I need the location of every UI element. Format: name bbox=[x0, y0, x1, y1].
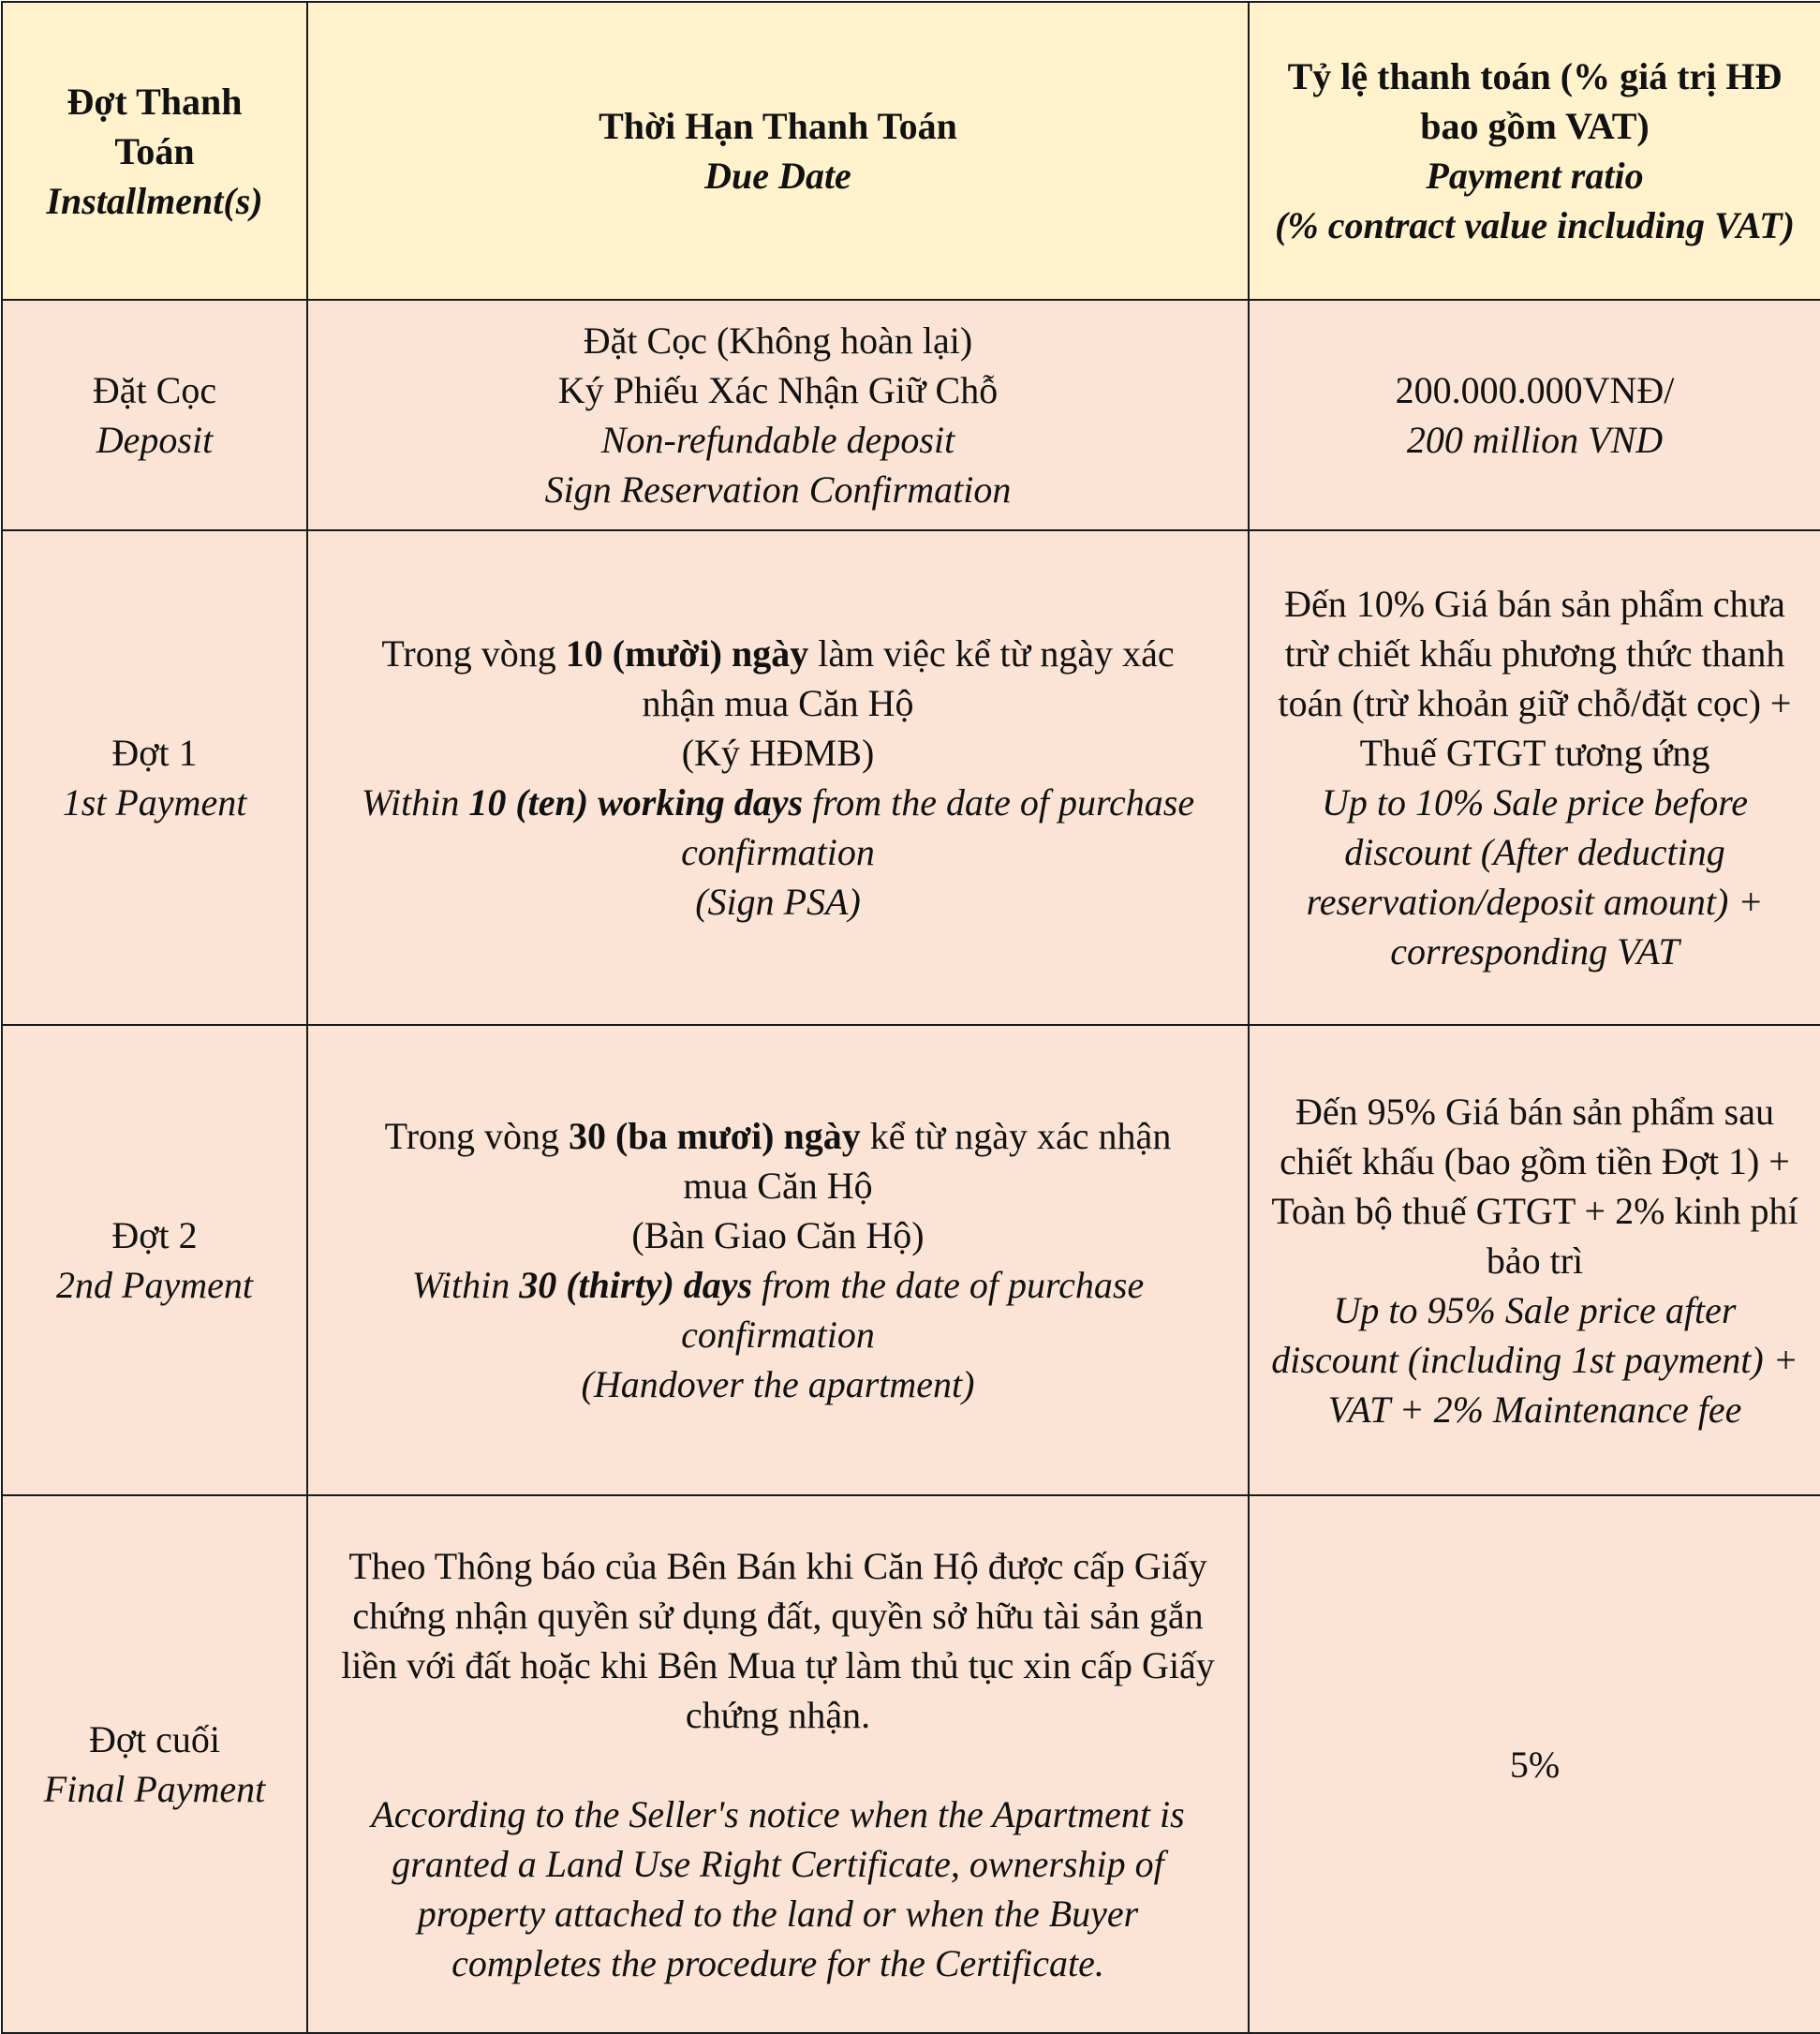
ratio-cell bbox=[1249, 1495, 1820, 2033]
ratio-en: 200 million VND bbox=[1406, 419, 1664, 461]
installment-en: 2nd Payment bbox=[56, 1264, 253, 1306]
header-ratio-cell bbox=[1249, 2, 1820, 300]
ratio-value: 5% bbox=[1509, 1743, 1561, 1786]
due-date-cell bbox=[307, 1025, 1249, 1495]
header-installment-en: Installment(s) bbox=[46, 179, 263, 222]
installment-vi: Đợt 2 bbox=[111, 1214, 198, 1256]
due-date-cell bbox=[307, 530, 1249, 1025]
paragraph-gap bbox=[340, 1740, 1216, 1789]
due-en-1: Within 30 (thirty) days from the date of purchase confirmation bbox=[411, 1264, 1145, 1356]
installment-en: 1st Payment bbox=[62, 781, 247, 824]
installment-cell bbox=[2, 300, 307, 530]
installment-cell bbox=[2, 1495, 307, 2033]
header-due-date-cell bbox=[307, 2, 1249, 300]
header-row bbox=[2, 2, 1820, 300]
installment-cell bbox=[2, 1025, 307, 1495]
due-date-cell bbox=[307, 300, 1249, 530]
installment-cell bbox=[2, 530, 307, 1025]
due-vi-2: (Bàn Giao Căn Hộ) bbox=[631, 1214, 925, 1256]
header-ratio-en-1: Payment ratio bbox=[1426, 155, 1644, 197]
header-ratio-vi: Tỷ lệ thanh toán (% giá trị HĐ bao gồm VAT) bbox=[1287, 55, 1783, 147]
header-due-date-en: Due Date bbox=[704, 155, 851, 197]
ratio-vi: Đến 95% Giá bán sản phẩm sau chiết khấu (bao gồm tiền Đợt 1) + Toàn bộ thuế GTGT + 2% kinh phí bảo trì bbox=[1271, 1090, 1798, 1282]
ratio-en: Up to 10% Sale price before discount (After deducting reservation/deposit amount) + corresponding VAT bbox=[1306, 781, 1764, 972]
due-vi: Theo Thông báo của Bên Bán khi Căn Hộ được cấp Giấy chứng nhận quyền sử dụng đất, quyền sở hữu tài sản gắn liền với đất hoặc khi Bên Mua tự làm thủ tục xin cấp Giấy chứng nhận. bbox=[341, 1544, 1215, 1736]
due-en-2: Sign Reservation Confirmation bbox=[544, 468, 1012, 511]
due-en-2: (Sign PSA) bbox=[695, 881, 861, 923]
table-row bbox=[2, 300, 1820, 530]
installment-vi: Đợt cuối bbox=[88, 1718, 221, 1760]
header-ratio-en-2: (% contract value including VAT) bbox=[1275, 204, 1795, 246]
installment-en: Deposit bbox=[96, 419, 214, 461]
due-en-emphasis: 30 (thirty) days bbox=[519, 1264, 753, 1306]
ratio-vi: 200.000.000VNĐ/ bbox=[1395, 369, 1675, 411]
header-due-date-vi: Thời Hạn Thanh Toán bbox=[599, 105, 957, 147]
header-installment-vi: Đợt Thanh Toán bbox=[67, 80, 243, 172]
due-vi-1: Trong vòng 30 (ba mươi) ngày kể từ ngày xác nhận mua Căn Hộ bbox=[384, 1115, 1172, 1207]
installment-vi: Đợt 1 bbox=[111, 732, 198, 774]
ratio-cell bbox=[1249, 1025, 1820, 1495]
due-date-cell bbox=[307, 1495, 1249, 2033]
due-vi-1: Đặt Cọc (Không hoàn lại) bbox=[583, 319, 973, 362]
table-row bbox=[2, 1025, 1820, 1495]
payment-schedule-table bbox=[1, 1, 1820, 2034]
table-row bbox=[2, 530, 1820, 1025]
installment-en: Final Payment bbox=[43, 1768, 266, 1810]
ratio-cell bbox=[1249, 300, 1820, 530]
ratio-vi: Đến 10% Giá bán sản phẩm chưa trừ chiết khấu phương thức thanh toán (trừ khoản giữ chỗ/đặt cọc) + Thuế GTGT tương ứng bbox=[1278, 583, 1792, 774]
due-en-1: Within 10 (ten) working days from the date of purchase confirmation bbox=[361, 781, 1195, 873]
due-en-emphasis: 10 (ten) working days bbox=[468, 781, 804, 824]
due-vi-emphasis: 30 (ba mươi) ngày bbox=[569, 1115, 861, 1157]
due-en-2: (Handover the apartment) bbox=[581, 1363, 975, 1405]
due-en-1: Non-refundable deposit bbox=[600, 419, 955, 461]
due-vi-1: Trong vòng 10 (mười) ngày làm việc kể từ ngày xác nhận mua Căn Hộ bbox=[381, 632, 1175, 724]
due-en: According to the Seller's notice when the Apartment is granted a Land Use Right Certificate, ownership of property attached to the land or when the Buyer completes the procedure for the Certificate. bbox=[371, 1792, 1185, 1984]
ratio-en: Up to 95% Sale price after discount (including 1st payment) + VAT + 2% Maintenance fee bbox=[1271, 1288, 1798, 1431]
installment-vi: Đặt Cọc bbox=[92, 369, 217, 411]
due-vi-emphasis: 10 (mười) ngày bbox=[565, 632, 809, 675]
header-installment-cell bbox=[2, 2, 307, 300]
table-row bbox=[2, 1495, 1820, 2033]
due-vi-2: (Ký HĐMB) bbox=[681, 732, 875, 774]
due-vi-2: Ký Phiếu Xác Nhận Giữ Chỗ bbox=[557, 369, 999, 411]
ratio-cell bbox=[1249, 530, 1820, 1025]
